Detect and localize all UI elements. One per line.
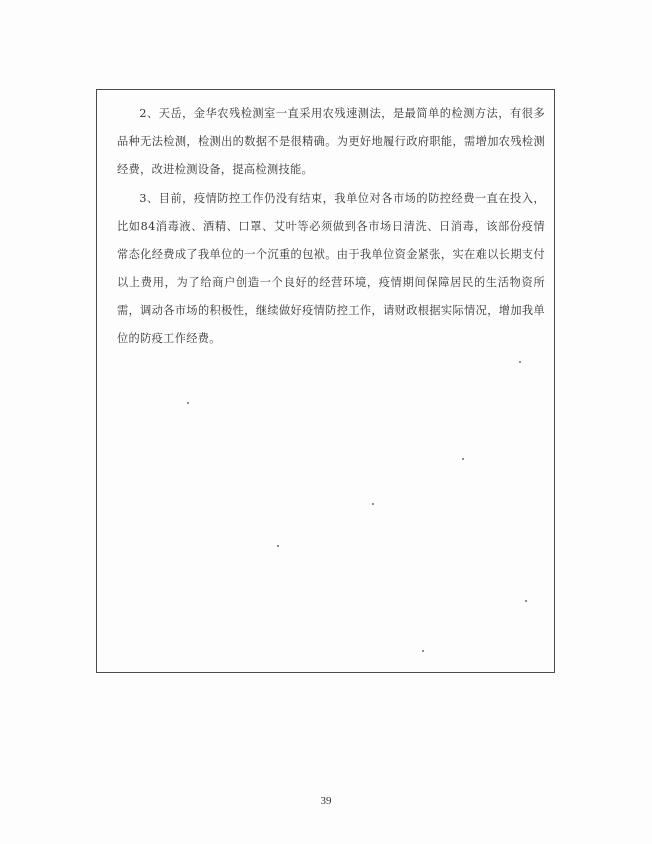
scan-speck: [525, 600, 527, 602]
scan-speck: [422, 650, 424, 652]
paragraph-3: 3、目前，疫情防控工作仍没有结束，我单位对各市场的防控经费一直在投入，比如84消毒液、酒精、口罩、艾叶等必须做到各市场日清洗、日消毒，该部份疫情常态化经费成了我单位的一个沉重的包袱。由于我单位资金紧张，实在难以长期支付以上费用，为了给商户创造一个良好的经营环境，疫情期间保障居民的生活物资所需，调动各市场的积极性，继续做好疫情防控工作，请财政根据实际情况，增加我单位的防疫工作经费。: [117, 192, 545, 345]
scan-speck: [277, 545, 279, 547]
scan-speck: [372, 503, 374, 505]
page-number: 39: [320, 795, 332, 807]
scan-speck: [462, 458, 464, 460]
scan-speck: [519, 361, 521, 363]
scan-speck: [187, 402, 189, 404]
paragraph-2: 2、天岳，金华农残检测室一直采用农残速测法，是最简单的检测方法，有很多品种无法检测，检测出的数据不是很精确。为更好地履行政府职能，需增加农残检测经费，改进检测设备，提高检测技能。: [117, 107, 545, 176]
document-frame: [96, 89, 555, 673]
frame-content: [97, 90, 554, 672]
